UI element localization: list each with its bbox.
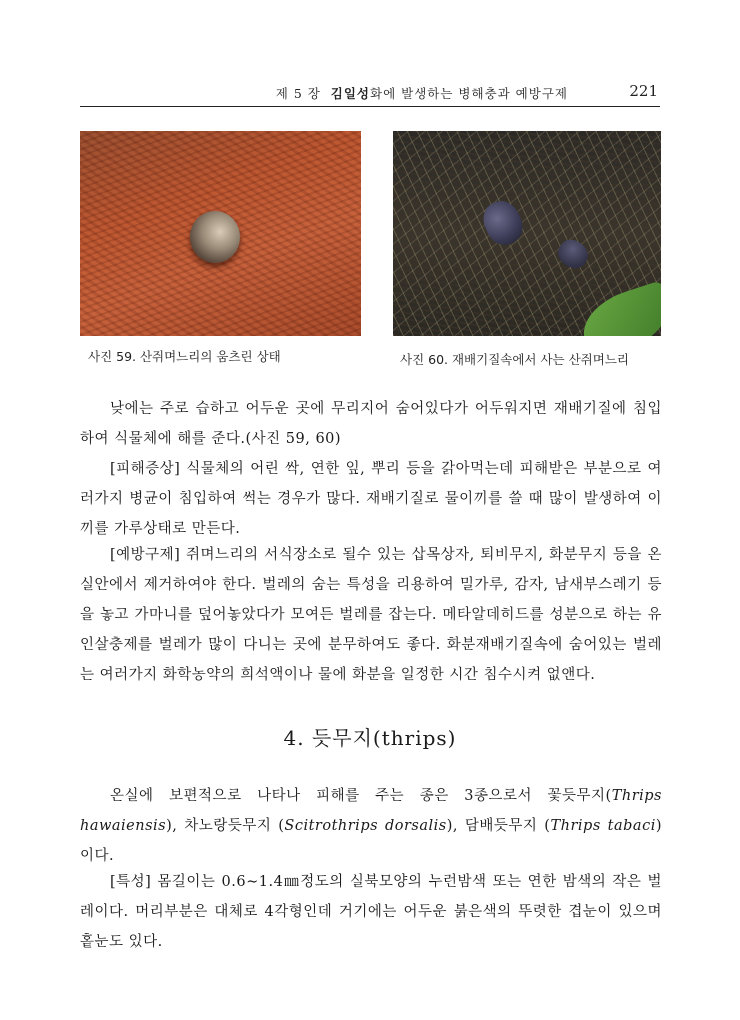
running-header: [80, 80, 660, 107]
figure-caption: 사진 59. 산쥐며느리의 움츠린 상태: [88, 349, 281, 364]
species-name: Thrips tabaci: [550, 818, 656, 834]
photo-woodlouse-in-substrate: [393, 131, 661, 336]
body-paragraph: [80, 781, 662, 871]
body-paragraph: [예방구제] 쥐며느리의 서식장소로 될수 있는 삽목상자, 퇴비무지, 화분무지 등을 온실안에서 제거하여야 한다. 벌레의 숨는 특성을 리용하여 밀가루, 감자, 남새부스레기 등을 놓고 가마니를 덮어놓았다가 모여든 벌레를 잡는다. 메타알데히드를 성분으로 하는 유인살충제를 벌레가 많이 다니는 곳에 분무하여도 좋다. 화분재배기질속에 숨어있는 벌레는 여러가지 화학농약의 희석액이나 물에 화분을 일정한 시간 침수시켜 없앤다.: [80, 547, 662, 683]
chapter-number: 제 5 장: [275, 86, 321, 101]
body-paragraph: [특성] 몸길이는 0.6∼1.4㎜정도의 실북모양의 누런밤색 또는 연한 밤색의 작은 벌레이다. 머리부분은 대체로 4각형인데 거기에는 어두운 붉은색의 뚜렷한 겹눈이 있으며 홑눈도 있다.: [80, 874, 662, 950]
chapter-title-bold: 김일성: [330, 86, 371, 101]
text-run: 온실에 보편적으로 나타나 피해를 주는 종은 3종으로서 꽃듯무지(: [110, 788, 612, 804]
chapter-title: [276, 84, 568, 102]
woodlouse-image: [553, 235, 592, 274]
text-run: ), 차노랑듯무지 (: [166, 818, 285, 834]
text-run: ), 담배듯무지 (: [446, 818, 551, 834]
woodlouse-image: [190, 211, 240, 263]
photo-woodlouse-curled: [80, 131, 361, 336]
species-name: Scitrothrips dorsalis: [284, 818, 447, 834]
body-paragraph: 낮에는 주로 습하고 어두운 곳에 무리지어 숨어있다가 어두워지면 재배기질에 침입하여 식물체에 해를 준다.(사진 59, 60): [80, 401, 662, 447]
body-paragraph: [피해증상] 식물체의 어린 싹, 연한 잎, 뿌리 등을 갉아먹는데 피해받은 부분으로 여러가지 병균이 침입하여 썩는 경우가 많다. 재배기질로 물이끼를 쓸 때 많이 발생하여 이끼를 가루상태로 만든다.: [80, 461, 662, 537]
section-heading: 4. 듯무지(thrips): [283, 726, 457, 750]
page-number: 221: [629, 82, 658, 100]
woodlouse-image: [477, 195, 528, 250]
text-run: )이다.: [80, 818, 663, 864]
species-name: Thrips hawaiensis: [80, 788, 662, 834]
leaf-image: [575, 280, 661, 336]
chapter-title-rest: 화에 발생하는 병해충과 예방구제: [370, 86, 568, 101]
figure-caption: 사진 60. 재배기질속에서 사는 산쥐며느리: [400, 352, 629, 367]
